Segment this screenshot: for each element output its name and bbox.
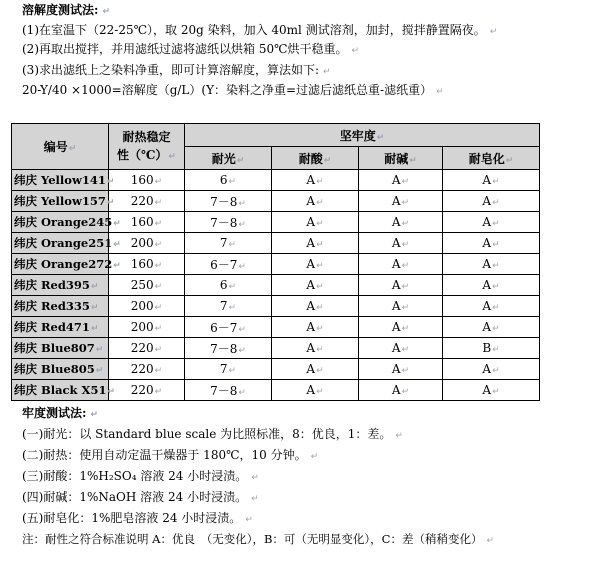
header-heat-stability: 耐热稳定 性（℃）↵ — [109, 124, 185, 170]
table-row — [12, 338, 540, 359]
cell-soap: A↵ — [443, 275, 540, 296]
paragraph-mark-icon: ↵ — [238, 324, 246, 335]
paragraph-mark-icon: ↵ — [489, 27, 498, 37]
cell-soap: A↵ — [443, 296, 540, 317]
cell-heat: 220↵ — [109, 359, 185, 380]
paragraph-mark-icon: ↵ — [492, 366, 500, 376]
paragraph-mark-icon: ↵ — [228, 240, 237, 250]
paragraph-mark-icon: ↵ — [228, 303, 237, 313]
paragraph-mark-icon: ↵ — [409, 155, 417, 166]
cell-acid: A↵ — [272, 191, 359, 212]
cell-soap: B↵ — [443, 338, 540, 359]
cell-soap: A↵ — [443, 170, 540, 191]
cell-soap: A↵ — [443, 254, 540, 275]
paragraph-mark-icon: ↵ — [102, 7, 110, 17]
paragraph-mark-icon: ↵ — [154, 387, 163, 397]
paragraph-mark-icon: ↵ — [113, 261, 121, 271]
cell-code: 纬庆 Orange251↵ — [12, 233, 109, 254]
cell-alkali: A↵ — [359, 170, 443, 191]
cell-acid: A↵ — [272, 296, 359, 317]
cell-light: 7－8↵ — [185, 380, 272, 401]
cell-heat: 220↵ — [109, 380, 185, 401]
table-row — [12, 359, 540, 380]
paragraph-mark-icon: ↵ — [505, 155, 514, 166]
paragraph-mark-icon: ↵ — [316, 282, 324, 292]
paragraph-mark-icon: ↵ — [107, 387, 115, 397]
cell-soap: A↵ — [443, 233, 540, 254]
paragraph-mark-icon: ↵ — [90, 282, 99, 292]
paragraph-mark-icon: ↵ — [154, 345, 163, 355]
cell-light: 7↵ — [185, 233, 272, 254]
cell-heat: 220↵ — [109, 191, 185, 212]
cell-acid: A↵ — [272, 275, 359, 296]
paragraph-mark-icon: ↵ — [401, 198, 410, 208]
table-row — [12, 296, 540, 317]
paragraph-mark-icon: ↵ — [95, 345, 104, 355]
paragraph-mark-icon: ↵ — [251, 473, 259, 483]
paragraph-mark-icon: ↵ — [90, 303, 99, 313]
header-alkali: 耐碱↵ — [359, 147, 443, 170]
cell-alkali: A↵ — [359, 212, 443, 233]
paragraph-mark-icon: ↵ — [492, 387, 500, 397]
paragraph-mark-icon: ↵ — [245, 515, 253, 525]
paragraph-mark-icon: ↵ — [238, 345, 246, 356]
paragraph-mark-icon: ↵ — [492, 324, 500, 334]
paragraph-mark-icon: ↵ — [401, 282, 410, 292]
cell-acid: A↵ — [272, 212, 359, 233]
paragraph-mark-icon: ↵ — [168, 151, 176, 162]
table-row — [12, 254, 540, 275]
paragraph-mark-icon: ↵ — [492, 177, 500, 187]
table-row — [12, 317, 540, 338]
header-code: 编号↵ — [12, 124, 109, 170]
cell-alkali: A↵ — [359, 254, 443, 275]
cell-heat: 200↵ — [109, 233, 185, 254]
paragraph-mark-icon: ↵ — [238, 198, 246, 209]
paragraph-mark-icon: ↵ — [106, 198, 115, 208]
cell-light: 7－8↵ — [185, 191, 272, 212]
paragraph-mark-icon: ↵ — [401, 345, 410, 355]
fastness-item-light: (一)耐光：以 Standard blue scale 为比照标准，8：优良，1：差。 ↵ — [22, 427, 403, 441]
table-row — [12, 380, 540, 401]
cell-code: 纬庆 Blue807↵ — [12, 338, 109, 359]
cell-alkali: A↵ — [359, 233, 443, 254]
cell-heat: 160↵ — [109, 254, 185, 275]
paragraph-mark-icon: ↵ — [395, 431, 403, 441]
cell-alkali: A↵ — [359, 338, 443, 359]
paragraph-mark-icon: ↵ — [154, 240, 163, 250]
fastness-item-acid: (三)耐酸：1%H₂SO₄ 溶液 24 小时浸渍。 ↵ — [22, 469, 259, 483]
paragraph-mark-icon: ↵ — [154, 303, 163, 313]
cell-alkali: A↵ — [359, 380, 443, 401]
solubility-formula: 20-Y/40 ×1000=溶解度（g/L）(Y：染料之净重=过滤后滤纸总重-滤纸重） ↵ — [22, 83, 444, 97]
cell-heat: 200↵ — [109, 296, 185, 317]
cell-acid: A↵ — [272, 254, 359, 275]
header-soap: 耐皂化↵ — [443, 147, 540, 170]
cell-light: 7－8↵ — [185, 212, 272, 233]
paragraph-mark-icon: ↵ — [316, 387, 324, 397]
paragraph-mark-icon: ↵ — [95, 366, 104, 376]
paragraph-mark-icon: ↵ — [238, 387, 246, 398]
cell-soap: A↵ — [443, 359, 540, 380]
paragraph-mark-icon: ↵ — [492, 198, 500, 208]
paragraph-mark-icon: ↵ — [228, 177, 237, 187]
paragraph-mark-icon: ↵ — [401, 219, 410, 229]
paragraph-mark-icon: ↵ — [323, 67, 331, 77]
paragraph-mark-icon: ↵ — [113, 240, 121, 250]
cell-code: 纬庆 Yellow141↵ — [12, 170, 109, 191]
paragraph-mark-icon: ↵ — [228, 366, 237, 376]
paragraph-mark-icon: ↵ — [401, 177, 410, 187]
paragraph-mark-icon: ↵ — [492, 240, 500, 250]
paragraph-mark-icon: ↵ — [316, 240, 324, 250]
fastness-item-soap: (五)耐皂化：1%肥皂溶液 24 小时浸渍。 ↵ — [22, 511, 253, 525]
paragraph-mark-icon: ↵ — [154, 219, 163, 229]
cell-heat: 160↵ — [109, 212, 185, 233]
solubility-step-2: (2)再取出搅拌，并用滤纸过滤将滤纸以烘箱 50℃烘干稳重。 ↵ — [22, 42, 360, 56]
cell-heat: 220↵ — [109, 338, 185, 359]
paragraph-mark-icon: ↵ — [492, 303, 500, 313]
dye-properties-table — [11, 123, 540, 401]
cell-light: 6↵ — [185, 275, 272, 296]
paragraph-mark-icon: ↵ — [316, 198, 324, 208]
header-fastness: 坚牢度↵ — [185, 124, 540, 147]
paragraph-mark-icon: ↵ — [316, 303, 324, 313]
paragraph-mark-icon: ↵ — [154, 366, 163, 376]
paragraph-mark-icon: ↵ — [351, 46, 360, 56]
cell-soap: A↵ — [443, 212, 540, 233]
cell-heat: 160↵ — [109, 170, 185, 191]
paragraph-mark-icon: ↵ — [238, 261, 246, 272]
cell-code: 纬庆 Yellow157↵ — [12, 191, 109, 212]
paragraph-mark-icon: ↵ — [492, 345, 500, 355]
paragraph-mark-icon: ↵ — [316, 324, 324, 334]
paragraph-mark-icon: ↵ — [316, 177, 324, 187]
cell-light: 7↵ — [185, 359, 272, 380]
cell-code: 纬庆 Red395↵ — [12, 275, 109, 296]
paragraph-mark-icon: ↵ — [310, 452, 319, 462]
cell-alkali: A↵ — [359, 359, 443, 380]
paragraph-mark-icon: ↵ — [486, 536, 495, 546]
cell-acid: A↵ — [272, 338, 359, 359]
table-row — [12, 191, 540, 212]
paragraph-mark-icon: ↵ — [106, 177, 115, 187]
fastness-item-heat: (二)耐热：使用自动定温干燥器于 180℃，10 分钟。 ↵ — [22, 448, 319, 462]
paragraph-mark-icon: ↵ — [323, 155, 332, 166]
cell-heat: 200↵ — [109, 317, 185, 338]
cell-light: 6－7↵ — [185, 254, 272, 275]
cell-code: 纬庆 Black X51↵ — [12, 380, 109, 401]
paragraph-mark-icon: ↵ — [401, 366, 410, 376]
table-row — [12, 233, 540, 254]
solubility-step-3: (3)求出滤纸上之染料净重，即可计算溶解度，算法如下: ↵ — [22, 63, 331, 77]
paragraph-mark-icon: ↵ — [401, 303, 410, 313]
table-row — [12, 275, 540, 296]
cell-heat: 250↵ — [109, 275, 185, 296]
cell-alkali: A↵ — [359, 296, 443, 317]
table-body — [12, 170, 540, 401]
cell-soap: A↵ — [443, 191, 540, 212]
paragraph-mark-icon: ↵ — [154, 261, 163, 271]
paragraph-mark-icon: ↵ — [236, 155, 245, 166]
paragraph-mark-icon: ↵ — [228, 282, 237, 292]
paragraph-mark-icon: ↵ — [251, 494, 259, 504]
paragraph-mark-icon: ↵ — [401, 261, 410, 271]
paragraph-mark-icon: ↵ — [154, 198, 163, 208]
paragraph-mark-icon: ↵ — [401, 324, 410, 334]
header-light: 耐光↵ — [185, 147, 272, 170]
cell-acid: A↵ — [272, 359, 359, 380]
paragraph-mark-icon: ↵ — [492, 219, 500, 229]
paragraph-mark-icon: ↵ — [90, 324, 99, 334]
cell-alkali: A↵ — [359, 191, 443, 212]
cell-light: 7↵ — [185, 296, 272, 317]
cell-code: 纬庆 Red471↵ — [12, 317, 109, 338]
fastness-note: 注：耐性之符合标准说明 A：优良 （无变化），B：可（无明显变化），C：差（稍稍变化） ↵ — [22, 532, 495, 546]
cell-acid: A↵ — [272, 170, 359, 191]
paragraph-mark-icon: ↵ — [316, 261, 324, 271]
paragraph-mark-icon: ↵ — [401, 240, 410, 250]
paragraph-mark-icon: ↵ — [68, 144, 77, 154]
paragraph-mark-icon: ↵ — [492, 282, 500, 292]
cell-code: 纬庆 Orange272↵ — [12, 254, 109, 275]
paragraph-mark-icon: ↵ — [436, 87, 444, 97]
paragraph-mark-icon: ↵ — [316, 345, 324, 355]
table-row — [12, 212, 540, 233]
paragraph-mark-icon: ↵ — [238, 219, 246, 230]
paragraph-mark-icon: ↵ — [90, 410, 98, 420]
cell-code: 纬庆 Red335↵ — [12, 296, 109, 317]
paragraph-mark-icon: ↵ — [492, 261, 500, 271]
paragraph-mark-icon: ↵ — [316, 219, 324, 229]
cell-light: 6－7↵ — [185, 317, 272, 338]
paragraph-mark-icon: ↵ — [113, 219, 121, 229]
paragraph-mark-icon: ↵ — [154, 324, 163, 334]
header-acid: 耐酸↵ — [272, 147, 359, 170]
cell-alkali: A↵ — [359, 317, 443, 338]
paragraph-mark-icon: ↵ — [154, 177, 163, 187]
cell-acid: A↵ — [272, 317, 359, 338]
cell-light: 7－8↵ — [185, 338, 272, 359]
cell-alkali: A↵ — [359, 275, 443, 296]
solubility-title: 溶解度测试法: ↵ — [22, 3, 110, 17]
cell-acid: A↵ — [272, 233, 359, 254]
cell-soap: A↵ — [443, 317, 540, 338]
table-row — [12, 170, 540, 191]
paragraph-mark-icon: ↵ — [401, 387, 410, 397]
cell-code: 纬庆 Orange245↵ — [12, 212, 109, 233]
cell-code: 纬庆 Blue805↵ — [12, 359, 109, 380]
paragraph-mark-icon: ↵ — [316, 366, 324, 376]
fastness-item-alkali: (四)耐碱：1%NaOH 溶液 24 小时浸渍。 ↵ — [22, 490, 259, 504]
solubility-step-1: (1)在室温下（22-25℃），取 20g 染料，加入 40ml 测试溶剂，加封，搅拌静置隔夜。 ↵ — [22, 23, 498, 37]
cell-soap: A↵ — [443, 380, 540, 401]
paragraph-mark-icon: ↵ — [154, 282, 163, 292]
cell-light: 6↵ — [185, 170, 272, 191]
paragraph-mark-icon: ↵ — [376, 132, 385, 143]
fastness-title: 牢度测试法: ↵ — [22, 406, 98, 420]
cell-acid: A↵ — [272, 380, 359, 401]
